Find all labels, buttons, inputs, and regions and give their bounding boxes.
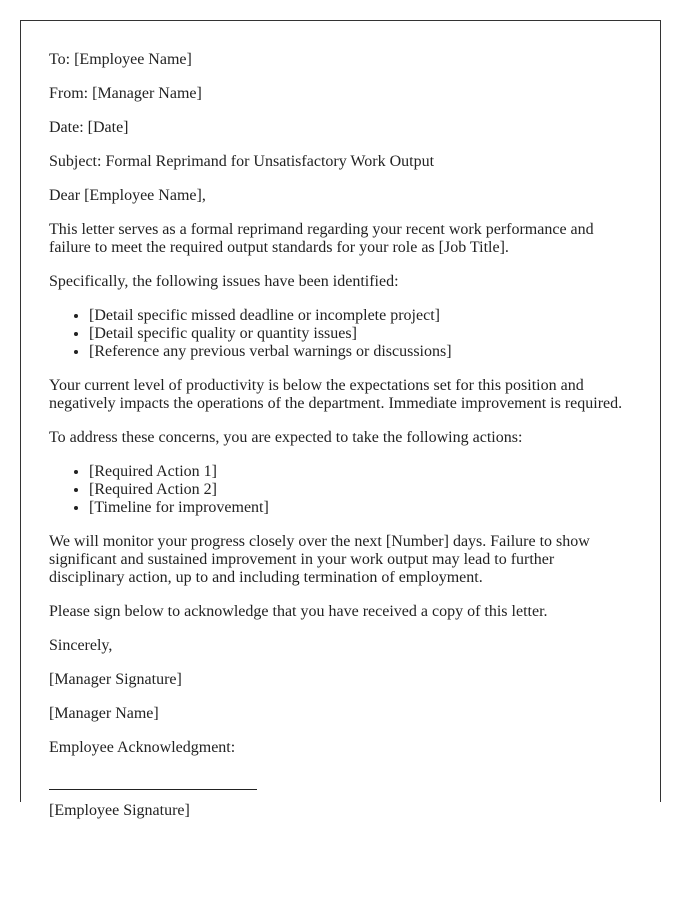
issues-intro: Specifically, the following issues have been identified:: [49, 273, 399, 290]
employee-signature-label: [Employee Signature]: [49, 802, 190, 819]
issue-item: • [Detail specific missed deadline or incomplete project]: [89, 307, 632, 325]
actions-list: [49, 463, 632, 517]
manager-signature: [Manager Signature]: [49, 671, 182, 688]
issue-item: • [Detail specific quality or quantity issues]: [89, 325, 632, 343]
employee-signature-block: [49, 789, 632, 820]
monitoring-paragraph: We will monitor your progress closely over the next [Number] days. Failure to show significant and sustained improvement in your work output may lead to further disciplinary action, up to and including termination of employment.: [49, 533, 590, 586]
to-line: To: [Employee Name]: [49, 51, 192, 68]
action-item: • [Required Action 1]: [89, 463, 632, 481]
signature-line: [49, 789, 257, 790]
action-item: • [Required Action 2]: [89, 481, 632, 499]
impact-paragraph: Your current level of productivity is below the expectations set for this position and negatively impacts the operations of the department. Immediate improvement is required.: [49, 377, 623, 412]
intro-paragraph: This letter serves as a formal reprimand regarding your recent work performance and failure to meet the required output standards for your role as [Job Title].: [49, 221, 594, 256]
manager-name: [Manager Name]: [49, 705, 159, 722]
acknowledge-request: Please sign below to acknowledge that you have received a copy of this letter.: [49, 603, 548, 620]
issue-item: • [Reference any previous verbal warnings or discussions]: [89, 343, 632, 361]
from-line: From: [Manager Name]: [49, 85, 202, 102]
salutation: Dear [Employee Name],: [49, 187, 206, 204]
closing: Sincerely,: [49, 637, 113, 654]
issues-list: [49, 307, 632, 361]
action-item: • [Timeline for improvement]: [89, 499, 632, 517]
subject-line: Subject: Formal Reprimand for Unsatisfactory Work Output: [49, 153, 435, 170]
date-line: Date: [Date]: [49, 119, 129, 136]
actions-intro: To address these concerns, you are expected to take the following actions:: [49, 429, 523, 446]
acknowledgment-label: Employee Acknowledgment:: [49, 739, 236, 756]
reprimand-letter: [20, 20, 661, 819]
